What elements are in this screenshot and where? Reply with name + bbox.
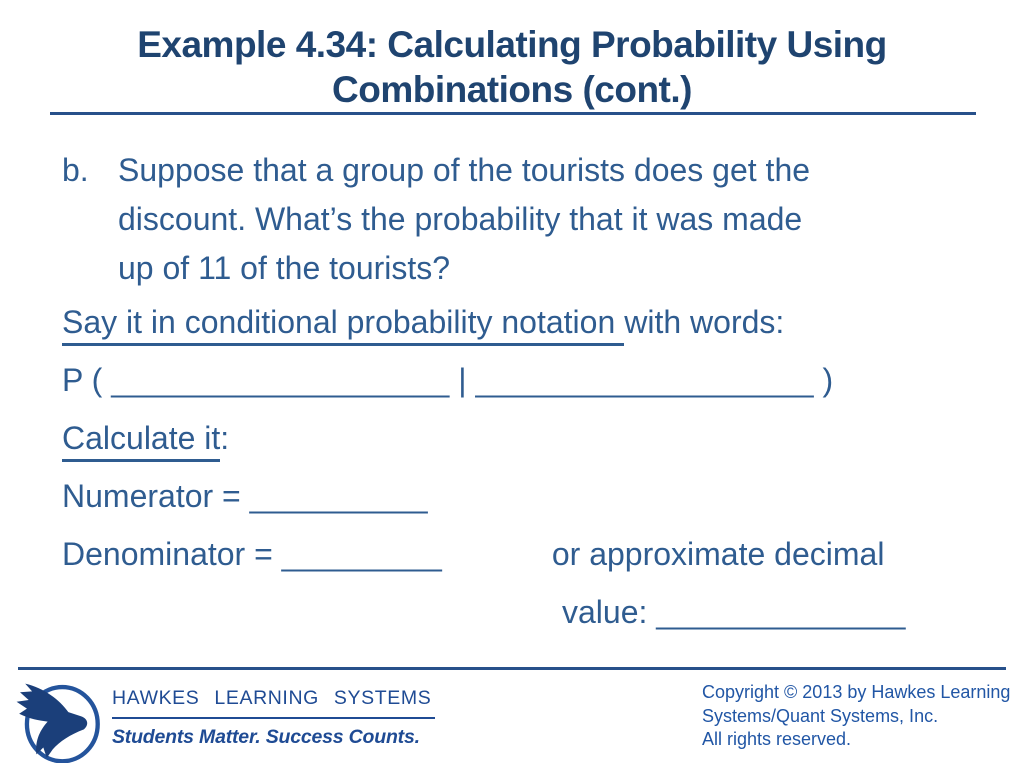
probability-notation-line: P ( ___________________ | ___________________ ) xyxy=(62,362,834,398)
question-text-line: up of 11 of the tourists? xyxy=(118,250,451,286)
calculate-it-colon: : xyxy=(220,420,230,456)
numerator-line: Numerator = __________ xyxy=(62,478,428,514)
slide-title xyxy=(40,22,984,112)
copyright-line: All rights reserved. xyxy=(702,729,852,749)
say-it-line xyxy=(62,293,984,351)
question-text-line: Suppose that a group of the tourists does get the xyxy=(118,152,811,188)
question-text-line: discount. What’s the probability that it was made xyxy=(118,201,803,237)
calculate-it-line xyxy=(62,409,984,467)
brand-block xyxy=(112,687,435,749)
value-line: value: ______________ xyxy=(562,594,906,630)
question-item-text xyxy=(118,146,810,293)
slide-title-line2: Combinations (cont.) xyxy=(332,69,692,110)
denominator-blank-text: Denominator = _________ xyxy=(62,536,442,572)
brand-name-text: HAWKES LEARNING SYSTEMS xyxy=(112,687,435,719)
slide-body xyxy=(62,146,984,641)
calculate-it-underlined-text: Calculate it xyxy=(62,420,220,462)
brand-tagline-text: Students Matter. Success Counts. xyxy=(112,726,420,748)
copyright-line: Systems/Quant Systems, Inc. xyxy=(702,705,939,726)
say-it-rest-text: with words: xyxy=(624,304,785,340)
title-divider-rule xyxy=(50,112,976,115)
or-approximate-decimal-text: or approximate decimal xyxy=(551,536,885,572)
footer-divider-rule xyxy=(18,667,1006,670)
question-item-label: b. xyxy=(62,152,89,188)
slide-title-line1: Example 4.34: Calculating Probability Using xyxy=(137,24,887,65)
hawkes-eagle-logo-icon xyxy=(14,681,102,763)
denominator-line xyxy=(62,525,984,583)
copyright-line: Copyright © 2013 by Hawkes Learning xyxy=(702,682,1011,702)
copyright-notice xyxy=(702,681,1010,752)
say-it-underlined-text: Say it in conditional probability notation xyxy=(62,304,624,346)
question-item-b xyxy=(62,146,984,293)
